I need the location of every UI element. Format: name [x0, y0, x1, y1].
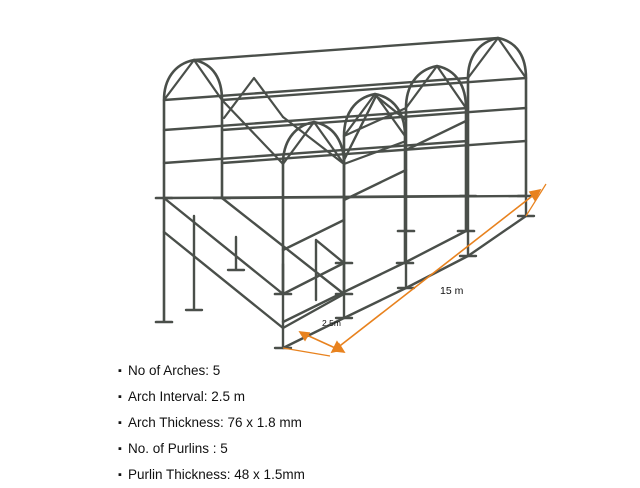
- list-item: [118, 384, 538, 410]
- bullet-icon: ▪: [118, 364, 122, 377]
- spec-label: No of Arches: 5: [128, 363, 221, 378]
- list-item: [118, 358, 538, 384]
- list-item: [118, 410, 538, 436]
- spec-label: Arch Interval: 2.5 m: [128, 388, 246, 404]
- specification-list: [118, 358, 538, 488]
- list-item: [118, 462, 538, 488]
- dimension-label-arch-interval: 2.5m: [322, 318, 341, 328]
- bullet-icon: ▪: [118, 442, 122, 455]
- bullet-icon: ▪: [118, 416, 122, 429]
- spec-label: Purlin Thickness: 48 x 1.5mm: [128, 466, 305, 482]
- dimension-line-length: [332, 190, 540, 352]
- spec-label: No. of Purlins : 5: [128, 440, 228, 456]
- bullet-icon: ▪: [118, 468, 122, 481]
- list-item: [118, 436, 538, 462]
- bullet-icon: ▪: [118, 390, 122, 403]
- dimension-label-length: 15 m: [440, 285, 464, 297]
- dimension-lines: [283, 184, 546, 356]
- spec-label: Arch Thickness: 76 x 1.8 mm: [128, 414, 302, 430]
